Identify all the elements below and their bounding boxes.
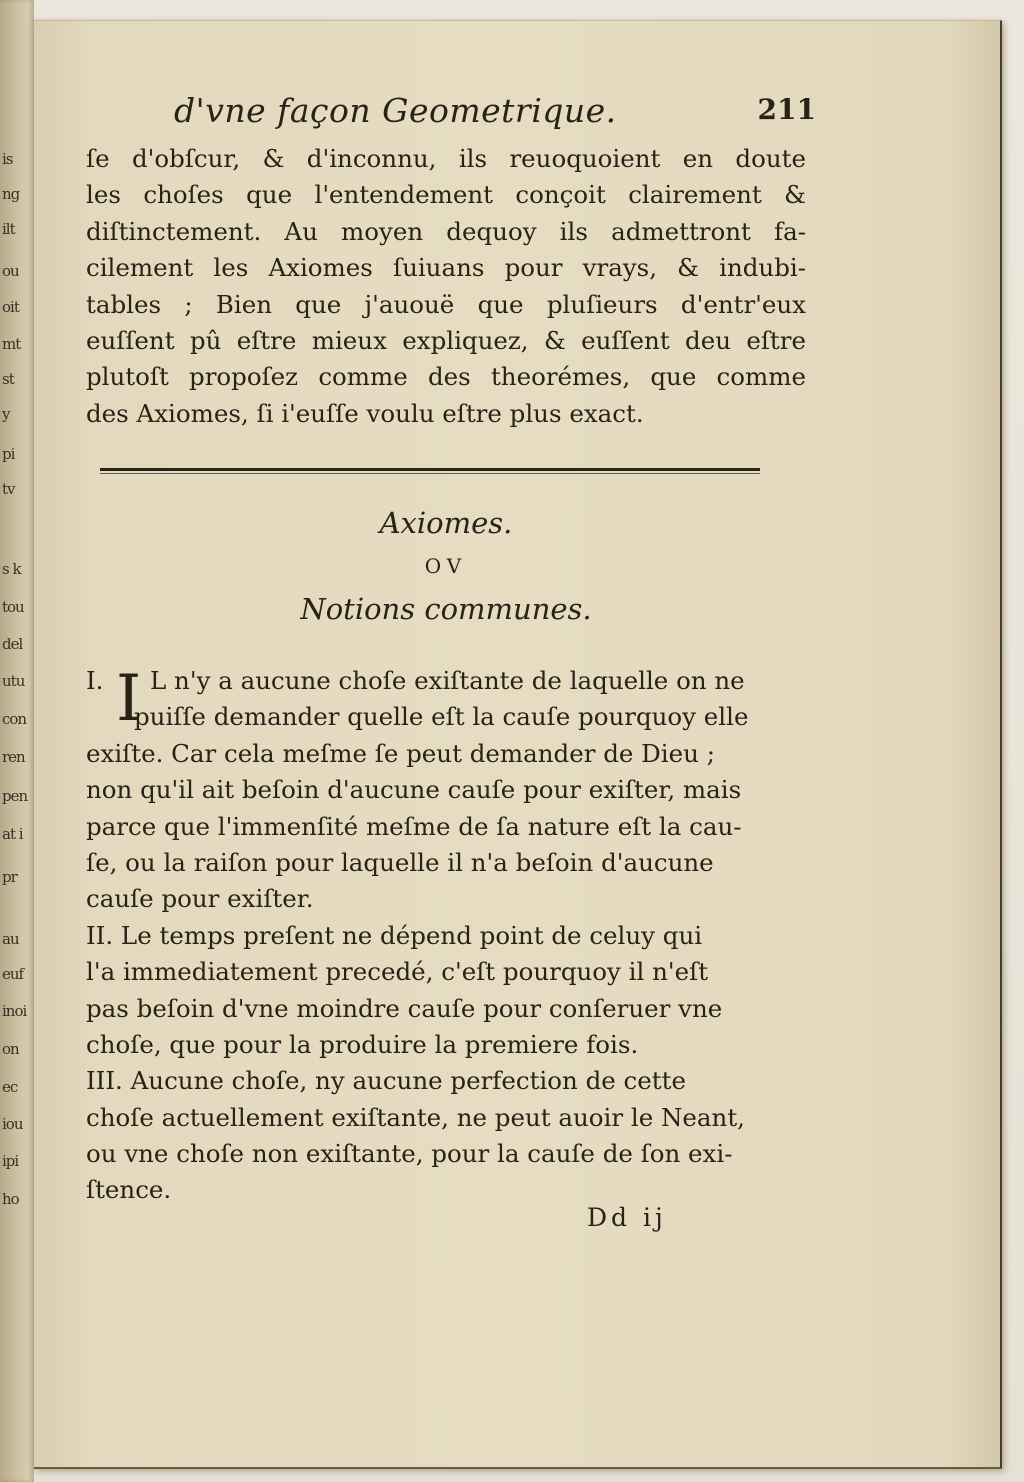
axiom-1-line [86, 663, 806, 699]
previous-page-fragment: au [2, 930, 19, 948]
text-line: choſe, que pour la produire la premiere fois. [86, 1029, 639, 1059]
running-title: d'vne façon Geometrique. [174, 91, 617, 130]
text-line: pas beſoin d'vne moindre cauſe pour conſeruer vne [86, 993, 723, 1023]
page-number: 211 [757, 93, 816, 126]
text-line: euſſent pû eſtre mieux expliquez, & euſſent deu eſtre [86, 325, 806, 355]
axioms-list [86, 663, 806, 1209]
previous-page-fragment: inoi [2, 1002, 27, 1020]
previous-page-fragment: s k [2, 560, 21, 578]
previous-page-fragment: oit [2, 298, 19, 316]
previous-page-edge [0, 0, 34, 1482]
previous-page-fragment: iou [2, 1115, 23, 1133]
text-line: tables ; Bien que j'auouë que pluſieurs d'entr'eux [86, 289, 806, 319]
text-line: les choſes que l'entendement conçoit clairement & [86, 180, 806, 210]
intro-paragraph [86, 141, 806, 432]
axiom-1-numeral: I. [86, 666, 104, 695]
previous-page-fragment: on [2, 1040, 19, 1058]
text-line: parce que l'immenſité meſme de ſa nature eſt la cau- [86, 811, 742, 841]
text-line: ſe, ou la raiſon pour laquelle il n'a beſoin d'aucune [86, 847, 714, 877]
text-line: diſtinctement. Au moyen dequoy ils admettront fa- [86, 216, 806, 246]
previous-page-fragment: at i [2, 825, 23, 843]
previous-page-fragment: y [2, 405, 10, 423]
previous-page-fragment: tv [2, 480, 15, 498]
section-rule [100, 468, 760, 471]
axiom-3 [86, 1063, 806, 1209]
section-title-line3: Notions communes. [300, 592, 592, 626]
text-line: cilement les Axiomes ſuiuans pour vrays, & indubi- [86, 253, 806, 283]
text-line: l'a immediatement precedé, c'eſt pourquoy il n'eſt [86, 957, 709, 987]
section-rule-thin [100, 473, 760, 474]
previous-page-fragment: euf [2, 965, 24, 983]
previous-page-fragment: tou [2, 598, 24, 616]
previous-page-fragment: del [2, 635, 23, 653]
previous-page-fragment: ho [2, 1190, 19, 1208]
text-line: plutoſt propoſez comme des theorémes, que comme [86, 362, 806, 392]
previous-page-fragment: ec [2, 1078, 18, 1096]
text-line: ſtence. [86, 1175, 172, 1205]
axiom-1-text: L n'y a aucune choſe exiſtante de laquelle on ne [150, 666, 745, 695]
section-title-line2: OV [424, 554, 468, 578]
text-line: des Axiomes, ſi i'euſſe voulu eſtre plus exact. [86, 398, 644, 428]
text-line: II. Le temps preſent ne dépend point de celuy qui [86, 920, 703, 950]
text-line: III. Aucune choſe, ny aucune perfection de cette [86, 1066, 686, 1096]
text-line: choſe actuellement exiſtante, ne peut auoir le Neant, [86, 1102, 745, 1132]
axiom-2 [86, 918, 806, 1064]
previous-page-fragment: utu [2, 672, 25, 690]
text-line: ſe d'obſcur, & d'inconnu, ils reuoquoient en doute [86, 144, 806, 173]
axiom-1 [86, 663, 806, 918]
previous-page-fragment: is [2, 150, 13, 168]
section-title [86, 501, 806, 631]
text-line: cauſe pour exiſter. [86, 884, 314, 914]
previous-page-fragment: pi [2, 445, 15, 463]
previous-page-fragment: ipi [2, 1152, 19, 1170]
previous-page-fragment: con [2, 710, 27, 728]
text-line: ou vne choſe non exiſtante, pour la cauſe de ſon exi- [86, 1139, 733, 1169]
previous-page-fragment: ng [2, 185, 20, 203]
previous-page-fragment: pen [2, 787, 28, 805]
previous-page-fragment: pr [2, 868, 17, 886]
book-page [34, 20, 1002, 1469]
previous-page-fragment: st [2, 370, 14, 388]
section-title-line1: Axiomes. [379, 506, 513, 540]
dropcap-letter: I [116, 662, 142, 736]
text-line: puiſſe demander quelle eſt la cauſe pourquoy elle [134, 702, 749, 732]
previous-page-fragment: ou [2, 262, 19, 280]
previous-page-fragment: mt [2, 335, 21, 353]
page-header [174, 91, 816, 141]
previous-page-fragment: ren [2, 748, 25, 766]
text-line: non qu'il ait beſoin d'aucune cauſe pour exiſter, mais [86, 775, 742, 805]
text-line: exiſte. Car cela meſme ſe peut demander de Dieu ; [86, 738, 715, 768]
previous-page-fragment: ilt [2, 220, 15, 238]
signature-mark: Dd ij [587, 1203, 667, 1232]
